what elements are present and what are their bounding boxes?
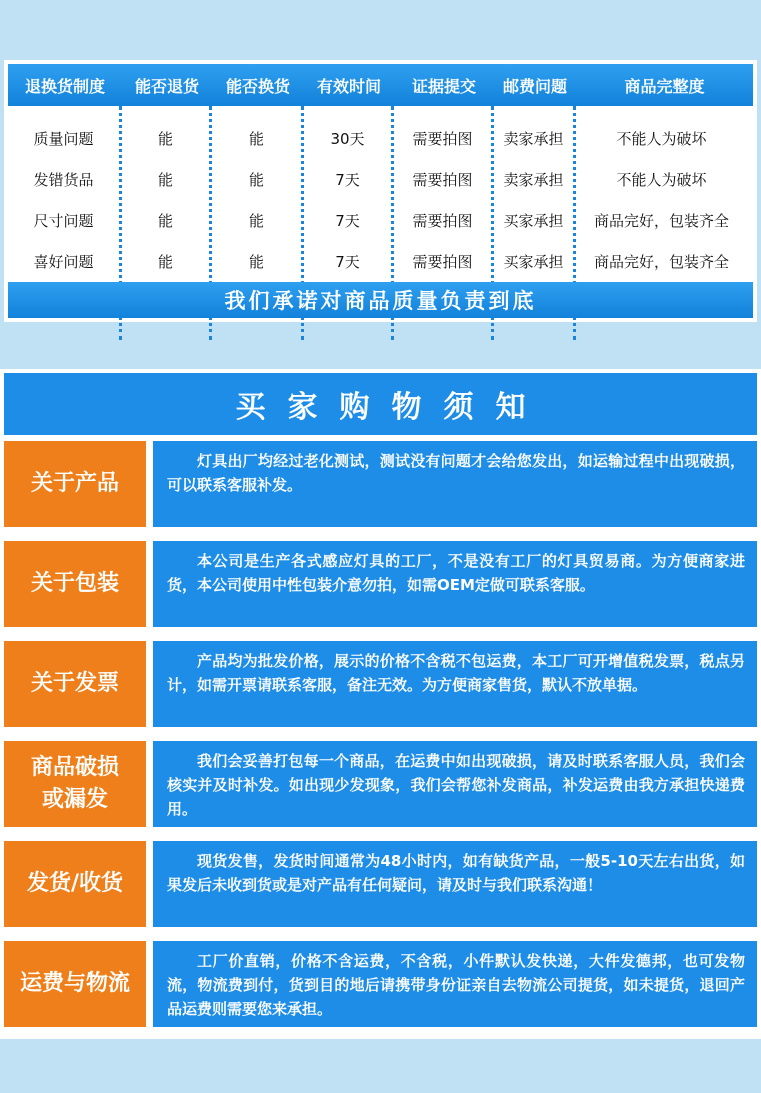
- table-cell: 7天: [335, 253, 360, 271]
- table-cell: 能: [248, 253, 264, 271]
- notice-label-line: 关于包装: [30, 571, 119, 596]
- buyer-notice-panel: [0, 369, 761, 1039]
- table-cell: 尺寸问题: [33, 212, 94, 230]
- notice-text: 本公司是生产各式感应灯具的工厂，不是没有工厂的灯具贸易商。为方便商家进货，本公司使用中性包装介意勿拍，如需OEM定做可联系客服。: [153, 541, 757, 627]
- table-cell: 需要拍图: [412, 253, 473, 271]
- quality-promise-banner: 我们承诺对商品质量负责到底: [8, 282, 753, 318]
- notice-text: 产品均为批发价格，展示的价格不含税不包运费，本工厂可开增值税发票，税点另计，如需开票请联系客服，备注无效。为方便商家售货，默认不放单据。: [153, 641, 757, 727]
- header-cell-return: 能否退货: [134, 76, 199, 96]
- notice-label: [4, 741, 146, 827]
- notice-item-packaging: [4, 541, 757, 627]
- notice-item-product: [4, 441, 757, 527]
- table-cell: 发错货品: [33, 171, 94, 189]
- header-cell-integrity: 商品完整度: [624, 76, 705, 96]
- notice-label-line: 关于产品: [30, 471, 119, 496]
- table-cell: 需要拍图: [412, 130, 473, 148]
- table-cell: 需要拍图: [412, 171, 473, 189]
- table-cell: 7天: [335, 212, 360, 230]
- notice-label-line: 商品破损: [30, 755, 119, 780]
- notice-item-invoice: [4, 641, 757, 727]
- table-cell: 7天: [335, 171, 360, 189]
- notice-label: [4, 941, 146, 1027]
- header-cell-shipping: 邮费问题: [502, 76, 567, 96]
- notice-label-line: 运费与物流: [19, 971, 130, 996]
- table-cell: 能: [248, 130, 264, 148]
- table-cell: 不能人为破坏: [616, 130, 707, 148]
- table-cell: 能: [157, 130, 173, 148]
- notice-label-line: 关于发票: [30, 671, 119, 696]
- notice-title: 买家购物须知: [4, 373, 757, 435]
- table-cell: 买家承担: [503, 212, 564, 230]
- table-cell: 能: [157, 253, 173, 271]
- table-cell: 质量问题: [33, 130, 94, 148]
- notice-text: 灯具出厂均经过老化测试，测试没有问题才会给您发出，如运输过程中出现破损，可以联系客服补发。: [153, 441, 757, 527]
- table-cell: 卖家承担: [503, 171, 564, 189]
- notice-label-line: 或漏发: [41, 787, 108, 812]
- notice-text: 我们会妥善打包每一个商品，在运费中如出现破损，请及时联系客服人员，我们会核实并及时补发。如出现少发现象，我们会帮您补发商品，补发运费由我方承担快递费用。: [153, 741, 757, 827]
- notice-item-damage: [4, 741, 757, 827]
- return-policy-table: [4, 60, 757, 322]
- header-cell-policy: 退换货制度: [24, 76, 105, 96]
- notice-label: [4, 541, 146, 627]
- header-cell-exchange: 能否换货: [225, 76, 290, 96]
- table-cell: 30天: [330, 130, 365, 148]
- table-header-row: [8, 64, 753, 106]
- table-cell: 能: [248, 171, 264, 189]
- notice-item-delivery: [4, 841, 757, 927]
- notice-item-shipping: [4, 941, 757, 1027]
- notice-text: 现货发售，发货时间通常为48小时内，如有缺货产品，一般5-10天左右出货，如果发后未收到货或是对产品有任何疑问，请及时与我们联系沟通！: [153, 841, 757, 927]
- table-cell: 能: [157, 171, 173, 189]
- table-cell: 商品完好，包装齐全: [593, 253, 729, 271]
- table-cell: 需要拍图: [412, 212, 473, 230]
- header-cell-evidence: 证据提交: [411, 76, 476, 96]
- table-cell: 能: [157, 212, 173, 230]
- table-cell: 商品完好，包装齐全: [593, 212, 729, 230]
- notice-label: [4, 441, 146, 527]
- table-cell: 买家承担: [503, 253, 564, 271]
- notice-label: [4, 841, 146, 927]
- table-cell: 能: [248, 212, 264, 230]
- notice-text: 工厂价直销，价格不含运费，不含税，小件默认发快递，大件发德邦，也可发物流，物流费到付，货到目的地后请携带身份证亲自去物流公司提货，如未提货，退回产品运费则需要您来承担。: [153, 941, 757, 1027]
- table-cell: 喜好问题: [33, 253, 94, 271]
- table-cell: 不能人为破坏: [616, 171, 707, 189]
- header-cell-valid-time: 有效时间: [316, 76, 381, 96]
- notice-label: [4, 641, 146, 727]
- notice-label-line: 发货/收货: [26, 871, 124, 896]
- table-cell: 卖家承担: [503, 130, 564, 148]
